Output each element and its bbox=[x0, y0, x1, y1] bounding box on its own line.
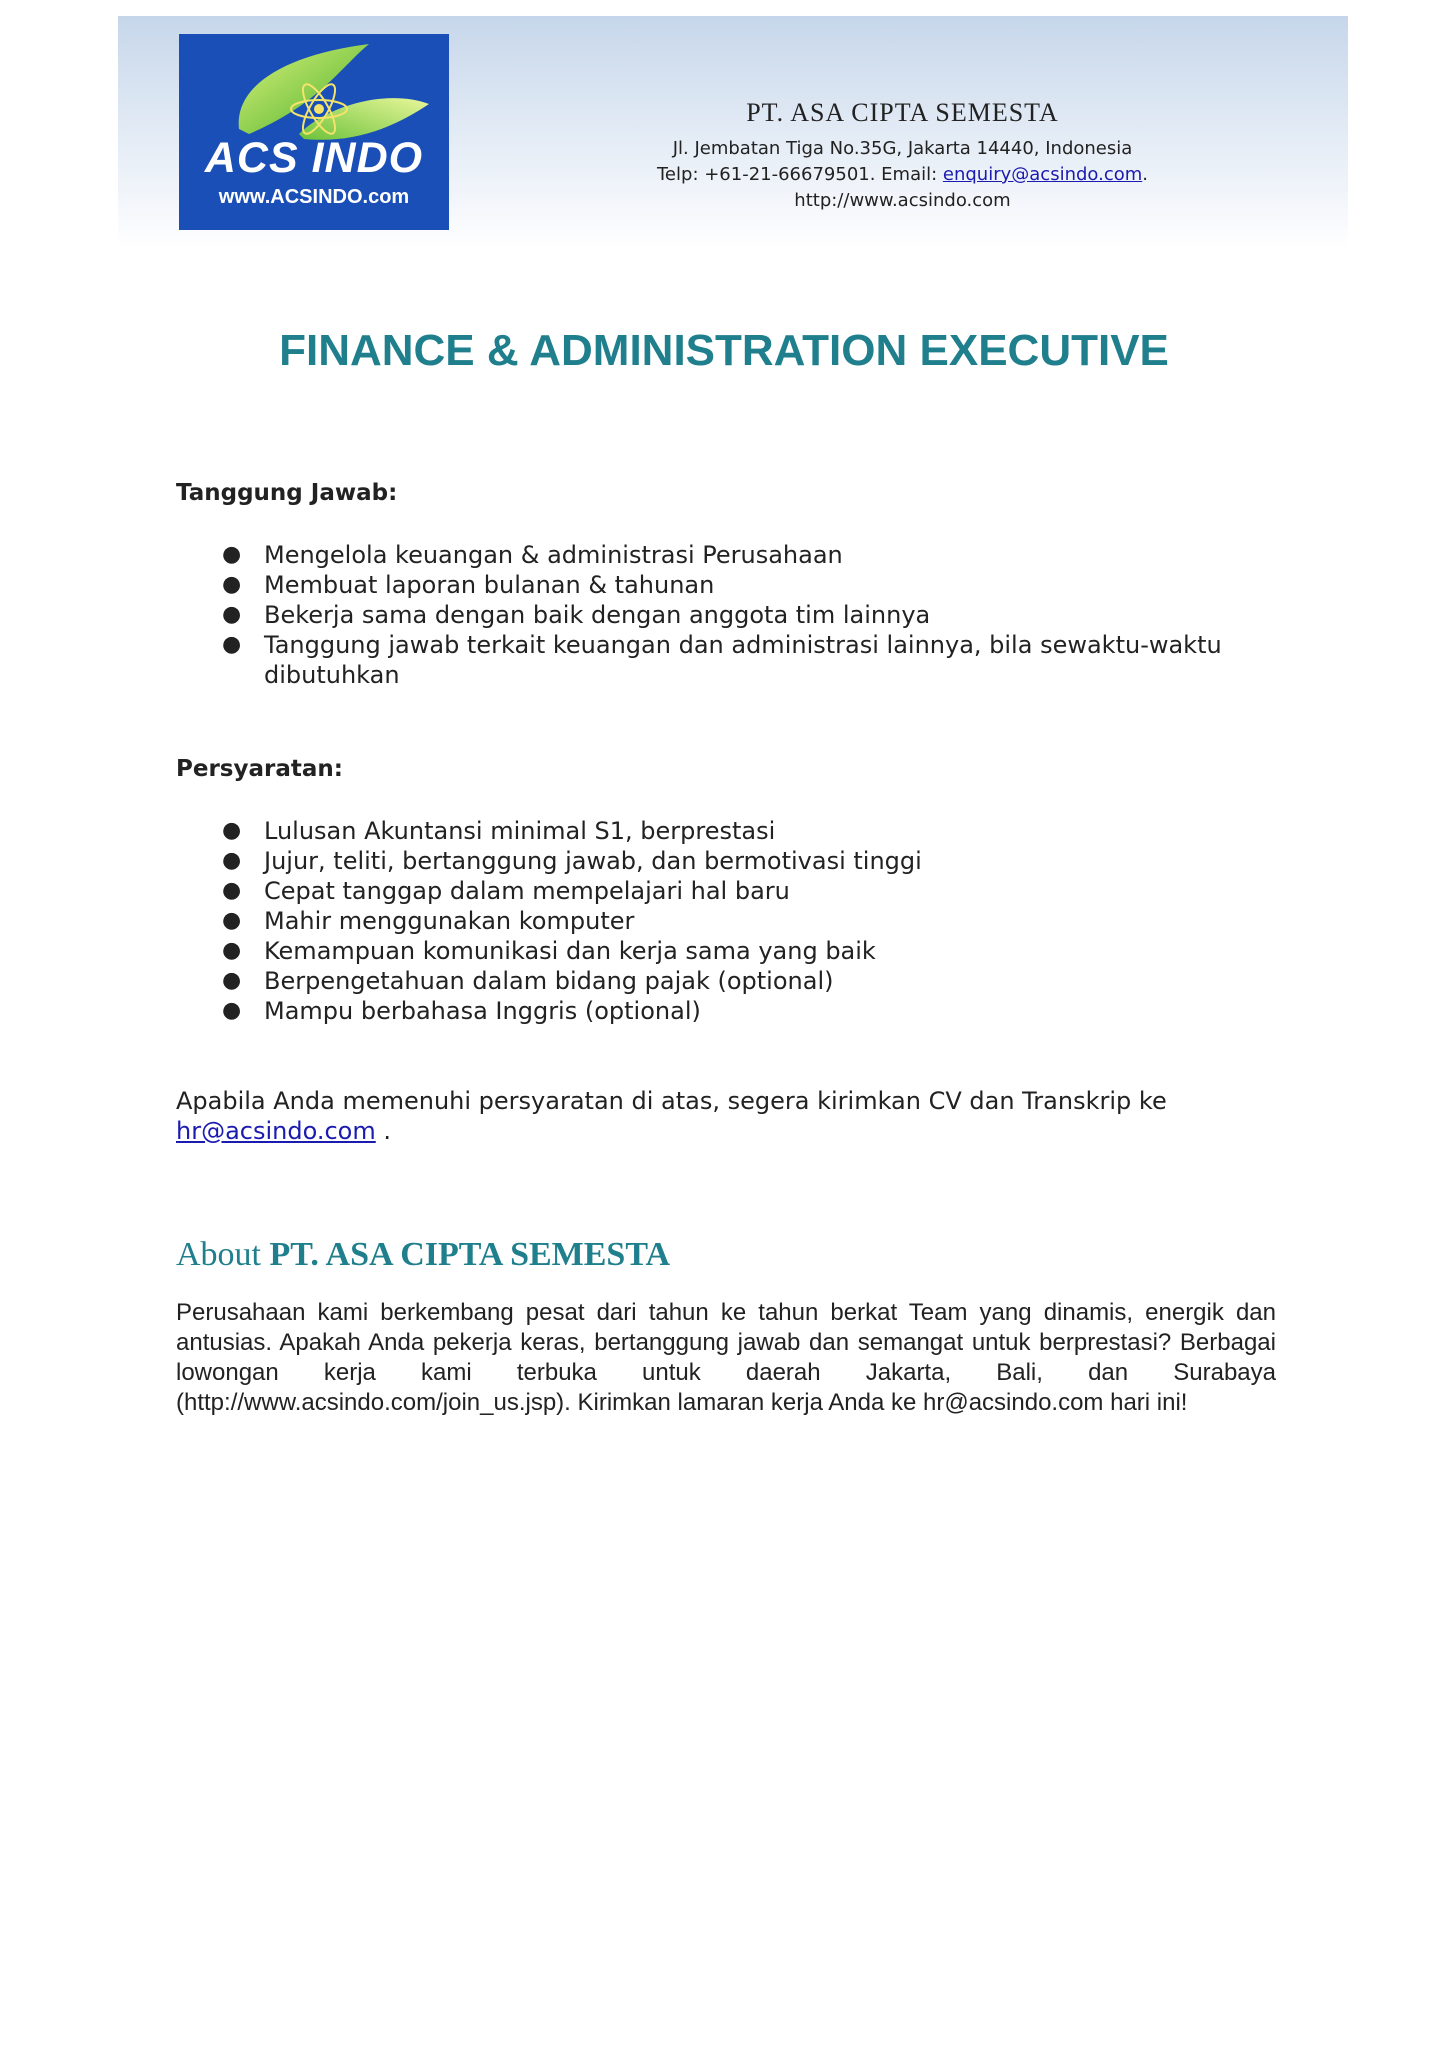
list-item-text: Berpengetahuan dalam bidang pajak (optional) bbox=[264, 967, 834, 995]
phone-suffix: . bbox=[1142, 164, 1148, 185]
list-item bbox=[176, 846, 1236, 876]
requirements-heading: Persyaratan: bbox=[176, 756, 343, 782]
apply-text: Apabila Anda memenuhi persyaratan di atas, segera kirimkan CV dan Transkrip ke bbox=[176, 1087, 1167, 1115]
company-website: http://www.acsindo.com bbox=[794, 190, 1011, 211]
list-item-text: Kemampuan komunikasi dan kerja sama yang baik bbox=[264, 937, 876, 965]
bullet-dot-icon: ● bbox=[222, 908, 242, 933]
list-item bbox=[176, 816, 1236, 846]
bullet-dot-icon: ● bbox=[222, 572, 242, 597]
responsibilities-heading: Tanggung Jawab: bbox=[176, 480, 398, 506]
about-prefix: About bbox=[176, 1236, 270, 1273]
company-logo bbox=[179, 34, 449, 230]
list-item-text: Membuat laporan bulanan & tahunan bbox=[264, 571, 715, 599]
bullet-dot-icon: ● bbox=[222, 542, 242, 567]
bullet-dot-icon: ● bbox=[222, 602, 242, 627]
company-address: Jl. Jembatan Tiga No.35G, Jakarta 14440, Indonesia bbox=[672, 138, 1133, 159]
about-heading bbox=[176, 1236, 670, 1274]
list-item bbox=[176, 540, 1236, 570]
bullet-dot-icon: ● bbox=[222, 998, 242, 1023]
list-item bbox=[176, 600, 1236, 630]
list-item-text: Mahir menggunakan komputer bbox=[264, 907, 635, 935]
page-title: FINANCE & ADMINISTRATION EXECUTIVE bbox=[279, 326, 1169, 375]
list-item bbox=[176, 906, 1236, 936]
list-item-text: Mampu berbahasa Inggris (optional) bbox=[264, 997, 701, 1025]
list-item-text: Jujur, teliti, bertanggung jawab, dan bermotivasi tinggi bbox=[264, 847, 922, 875]
list-item bbox=[176, 996, 1236, 1026]
list-item bbox=[176, 876, 1236, 906]
phone-text: Telp: +61-21-66679501. Email: bbox=[657, 164, 943, 185]
list-item-text: Mengelola keuangan & administrasi Perusahaan bbox=[264, 541, 843, 569]
hr-email-link[interactable]: hr@acsindo.com bbox=[176, 1117, 376, 1145]
company-name: PT. ASA CIPTA SEMESTA bbox=[746, 98, 1059, 127]
bullet-dot-icon: ● bbox=[222, 878, 242, 903]
email-link[interactable]: enquiry@acsindo.com bbox=[942, 164, 1143, 185]
about-company: PT. ASA CIPTA SEMESTA bbox=[269, 1236, 671, 1273]
company-contact bbox=[610, 162, 1195, 188]
list-item-text: Tanggung jawab terkait keuangan dan administrasi lainnya, bila sewaktu-waktu dibutuhkan bbox=[264, 631, 1222, 689]
apply-suffix: . bbox=[375, 1117, 392, 1145]
responsibilities-list bbox=[176, 540, 1236, 690]
bullet-dot-icon: ● bbox=[222, 632, 242, 657]
list-item bbox=[176, 630, 1236, 690]
list-item bbox=[176, 936, 1236, 966]
about-paragraph: Perusahaan kami berkembang pesat dari tahun ke tahun berkat Team yang dinamis, energik dan antusias. Apakah Anda pekerja keras, bertanggung jawab dan semangat untuk berprestasi? Berbagai lowongan kerja kami terbuka untuk daerah Jakarta, Bali, dan Surabaya (http://www.acsindo.com/join_us.jsp). Kirimkan lamaran kerja Anda ke hr@acsindo.com hari ini! bbox=[176, 1299, 1276, 1416]
bullet-dot-icon: ● bbox=[222, 968, 242, 993]
list-item bbox=[176, 570, 1236, 600]
bullet-dot-icon: ● bbox=[222, 818, 242, 843]
logo-wordmark: ACS INDO bbox=[204, 134, 424, 182]
company-info bbox=[610, 98, 1195, 214]
bullet-dot-icon: ● bbox=[222, 848, 242, 873]
list-item-text: Bekerja sama dengan baik dengan anggota tim lainnya bbox=[264, 601, 931, 629]
bullet-dot-icon: ● bbox=[222, 938, 242, 963]
apply-instructions bbox=[176, 1086, 1276, 1146]
requirements-list bbox=[176, 816, 1236, 1026]
list-item-text: Cepat tanggap dalam mempelajari hal baru bbox=[264, 877, 790, 905]
list-item-text: Lulusan Akuntansi minimal S1, berprestasi bbox=[264, 817, 776, 845]
list-item bbox=[176, 966, 1236, 996]
logo-url: www.ACSINDO.com bbox=[218, 186, 410, 208]
